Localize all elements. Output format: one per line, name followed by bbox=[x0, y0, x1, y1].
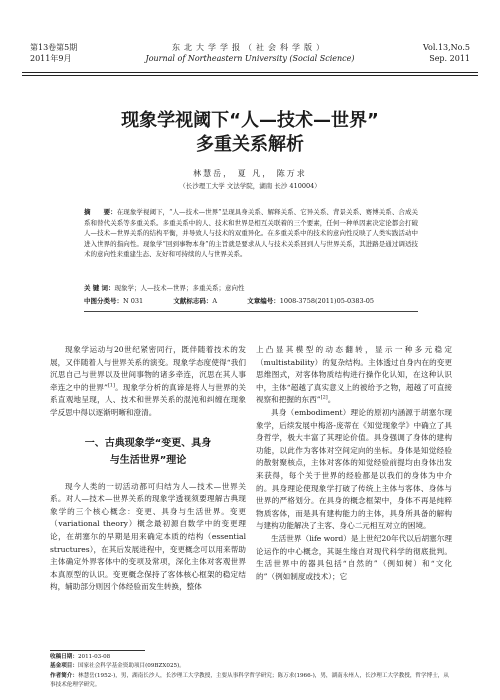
footnote-rule bbox=[50, 650, 145, 651]
received-label: 收稿日期： bbox=[50, 654, 78, 660]
author-bio-value: 林慧岳(1952-)，男，湖南长沙人，长沙理工大学教授，主要从事科学哲学研究；陈万求(1966-)，男，湖南永州人，长沙理工大学教授，哲学博士，从事技术伦理学研究。 bbox=[50, 672, 449, 688]
footnote-author bbox=[50, 672, 454, 691]
fund-value: 国家社会科学基金资助项目(09BZX025)。 bbox=[77, 663, 185, 670]
body-column-left bbox=[50, 344, 246, 594]
article-title-line1: 现象学视阈下“人—技术—世界” bbox=[121, 110, 379, 131]
authors: 林慧岳， 夏 凡， 陈万求 bbox=[193, 169, 307, 178]
section-heading-1-line1: 一、古典现象学“变更、具身 bbox=[84, 437, 212, 449]
running-header bbox=[0, 0, 500, 78]
abstract-label: 摘 要： bbox=[84, 208, 117, 216]
paragraph-embodiment: 具身（embodiment）理论的原初内涵源于胡塞尔现象学，后续发展中梅洛-庞蒂在《知觉现象学》中确立了具身哲学，极大丰富了其理论价值。具身强调了身体的建构功能，以此作为客体对空间定向的坐标。身体是知觉经验的散射聚核点，主体对客体的知觉经验前提均由身体出发来获得，每个关于世界的经验都是以我们的身体为中介的。具身理论使现象学打破了传统上主体与客体、身体与世界的严格划分。在具身的概念框架中，身体不再是纯粹物质客体，而是具有建构能力的主体，具身所具备的解构与建构功能解决了主客、身心二元相互对立的困境。 bbox=[256, 407, 452, 531]
abstract-separator bbox=[84, 311, 418, 312]
received-value: 2011-03-08 bbox=[77, 654, 111, 660]
volume-issue: 第13卷第5期 bbox=[30, 43, 78, 52]
footnote-fund bbox=[50, 662, 454, 671]
fund-label: 基金项目： bbox=[50, 663, 78, 670]
header-rule-thin bbox=[22, 75, 478, 76]
affiliation: （长沙理工大学 文法学院，湖南 长沙 410004） bbox=[179, 182, 321, 190]
footnote-received bbox=[50, 653, 454, 662]
keywords-label: 关 键 词： bbox=[84, 284, 115, 292]
journal-issue-en bbox=[423, 42, 470, 64]
abstract-text: 在现象学视阈下，“人—技术—世界”呈现具身关系、解释关系、它异关系、背景关系、赛博关系、合成关系和替代关系等多重关系。多重关系中的人、技术和世界是相互关联着的三个要素，任何一种单因素决定论都会打破人—技术—世界关系的结构平衡，并导致人与技术的双重异化。在多重关系中的技术的意向性反映了人类实践活动中进入世界的指向性。现象学“回到事物本身”的主旨就是要求从人与技术关系回到人与世界关系，其进路是通过调适技术的意向性来重建生态、友好和可持续的人与世界关系。 bbox=[84, 208, 418, 258]
paragraph-life-world: 生活世界（life word）是上世纪20年代以后胡塞尔理论运作的中心概念，其诞生缘自对现代科学的彻底批判。生活世界中的器具包括“自然的”（例如树）和“文化的”（例如制度或技术）；它 bbox=[256, 533, 452, 581]
footnote bbox=[50, 653, 454, 690]
keywords-text: 现象学；人—技术—世界；多重关系；意向性 bbox=[114, 284, 245, 292]
article-number-value: 1008-3758(2011)05-0383-05 bbox=[279, 297, 375, 305]
journal-name-en: Journal of Northeastern University (Social Science) bbox=[145, 54, 355, 63]
continued-text-end: 。 bbox=[327, 395, 336, 405]
section-heading-1-line2: 与生活世界”理论 bbox=[109, 454, 187, 466]
issue-date: 2011年9月 bbox=[30, 54, 72, 63]
abstract bbox=[84, 207, 418, 260]
paragraph-variation: 现今人类的一切活动都可归结为人—技术—世界关系。对人—技术—世界关系的现象学透视须要理解古典现象学的三个核心概念：变更、具身与生活世界。变更（variational theory）概念最初源自数学中的变更理论，在胡塞尔的早期是用来确定本质的结构（essential structures），在其后发展进程中，变更概念可以用来帮助主体确定外界客体中的变项及常项，深化主体对客观世界本真原型的认识。变更概念保持了客体核心框架的稳定结构，辅助部分则因个体经验而发生转换，整体 bbox=[50, 481, 246, 592]
doc-code-label: 文献标志码： bbox=[173, 297, 213, 305]
intro-text: 现象学运动与20世纪紧密同行，既伴随着技术的发展，又伴随着人与世界关系的演变。现象学态度使得“我们沉思自己与世界以及世间事物的诸多牵连，沉思在其人事牵连之中的世界” bbox=[50, 345, 246, 392]
journal-name-cn: 东北大学学报（社会科学版） bbox=[172, 43, 328, 52]
clc-value: N 031 bbox=[123, 297, 144, 305]
doc-code-value: A bbox=[212, 297, 218, 305]
clc-label: 中图分类号： bbox=[84, 297, 123, 305]
keywords bbox=[84, 283, 418, 293]
paragraph-intro bbox=[50, 344, 246, 420]
paragraph-continued bbox=[256, 344, 452, 407]
article-number-label: 文章编号： bbox=[247, 297, 280, 305]
continued-text: 上凸显其模型的动态翻转，显示一种多元稳定（multistability）的复杂结构。主体透过自身内在的变更思维图式，对客体物质结构进行操作化认知，在这种认识中，主体“超越了真实意义上的被给予之物，超越了可直接视察和把握的东西” bbox=[256, 345, 452, 405]
header-rule-thick bbox=[22, 72, 478, 73]
citation-ref: [2] bbox=[320, 394, 328, 401]
article-title-line2: 多重关系解析 bbox=[196, 134, 304, 155]
intro-text-end: 。现象学分析的真谛是将人与世界的关系直观地呈现，人、技术和世界关系的混沌和纠缠在现象学反思中得以逐渐明晰和澄清。 bbox=[50, 382, 247, 417]
issue-date-en: Sep. 2011 bbox=[429, 54, 470, 63]
volume-issue-en: Vol.13,No.5 bbox=[423, 43, 470, 52]
section-heading-1 bbox=[50, 435, 246, 469]
author-bio-label: 作者简介： bbox=[50, 672, 78, 679]
classification-line bbox=[84, 296, 418, 306]
citation-ref: [1] bbox=[107, 382, 115, 389]
body-column-right bbox=[256, 344, 452, 583]
